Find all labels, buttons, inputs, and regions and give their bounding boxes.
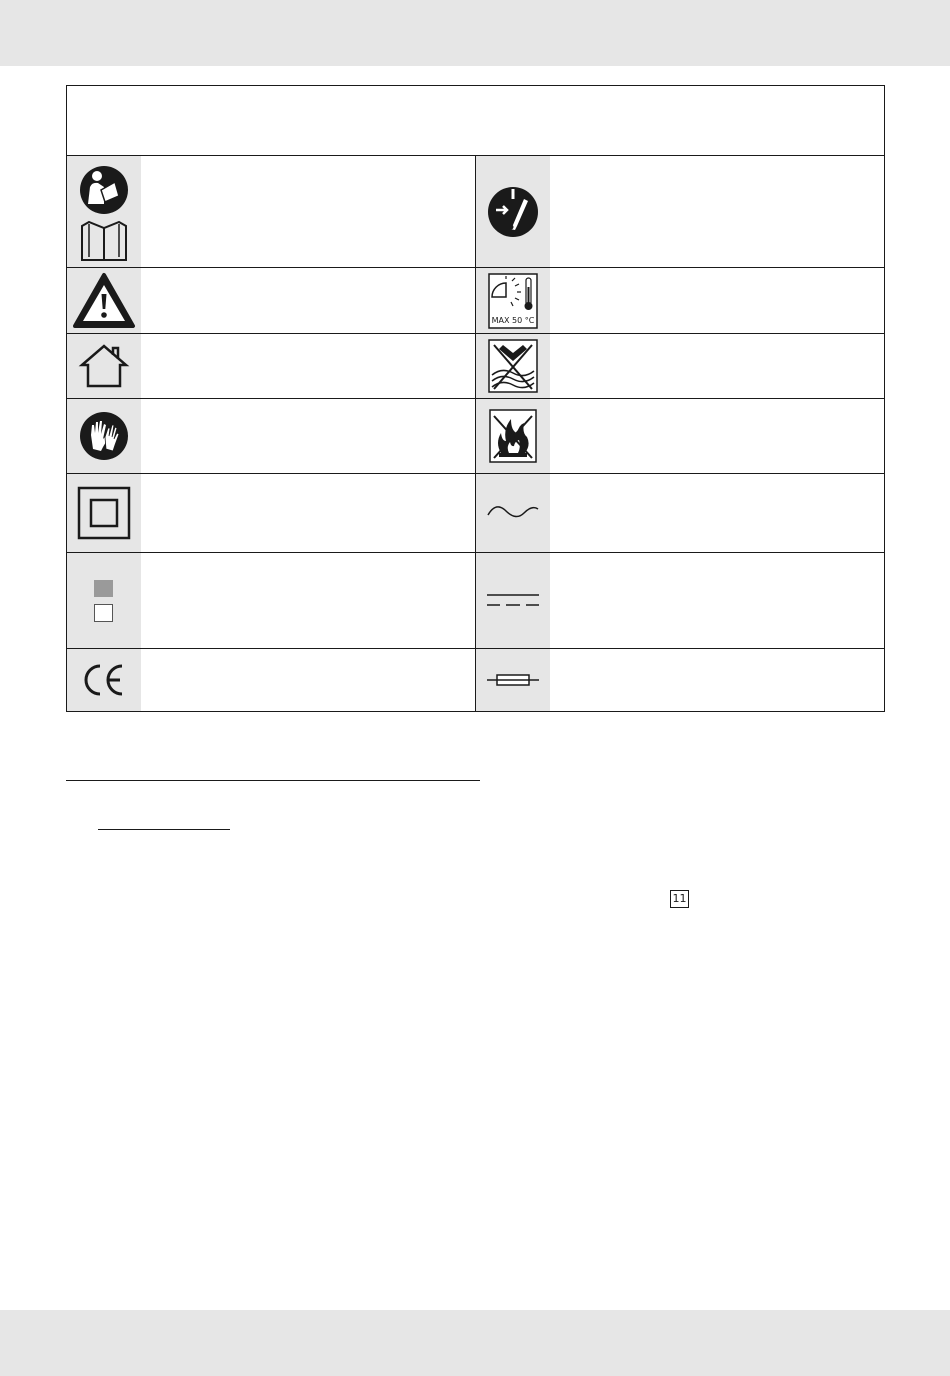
column-divider: [475, 156, 476, 267]
fuse-icon: [476, 649, 550, 711]
ce-mark-icon: [67, 649, 141, 711]
max-temperature-icon: [476, 268, 550, 333]
no-water-immersion-icon: [476, 334, 550, 398]
disconnect-plug-icon: [476, 156, 550, 267]
column-divider: [475, 553, 476, 648]
column-divider: [475, 399, 476, 473]
protection-class-ii-icon: [67, 474, 141, 552]
symbol-description: [550, 156, 884, 267]
symbol-description: [141, 268, 475, 333]
max-temperature-label: MAX 50 °C: [491, 315, 535, 325]
wear-gloves-icon: [67, 399, 141, 473]
symbol-description: [141, 649, 475, 711]
direct-current-icon: [476, 553, 550, 648]
symbol-description: [141, 474, 475, 552]
subsection-heading-rule: [98, 829, 230, 830]
figure-reference: 11: [670, 890, 689, 908]
column-divider: [475, 268, 476, 333]
read-instructions-icon: [67, 156, 141, 267]
symbol-table: [66, 85, 885, 712]
top-band: [0, 0, 950, 66]
symbol-description: [141, 334, 475, 398]
symbol-description: [550, 553, 884, 648]
symbol-description: [550, 334, 884, 398]
indoor-use-icon: [67, 334, 141, 398]
flammable-fire-icon: [476, 399, 550, 473]
symbol-description: [141, 399, 475, 473]
table-row: [67, 156, 884, 268]
warning-triangle-icon: [67, 268, 141, 333]
table-row: [67, 474, 884, 553]
table-row: [67, 399, 884, 474]
column-divider: [475, 474, 476, 552]
table-row: [67, 553, 884, 649]
column-divider: [475, 334, 476, 398]
symbol-description: [550, 399, 884, 473]
symbol-description: [550, 268, 884, 333]
symbol-description: [141, 553, 475, 648]
alternating-current-icon: [476, 474, 550, 552]
table-row: [67, 649, 884, 711]
symbol-description: [141, 156, 475, 267]
symbol-description: [550, 649, 884, 711]
led-indicator-icon: [67, 553, 141, 648]
table-header: [67, 86, 884, 156]
section-heading-rule: [66, 780, 480, 781]
bottom-band: [0, 1310, 950, 1376]
column-divider: [475, 649, 476, 711]
table-row: [67, 334, 884, 399]
table-row: [67, 268, 884, 334]
symbol-description: [550, 474, 884, 552]
